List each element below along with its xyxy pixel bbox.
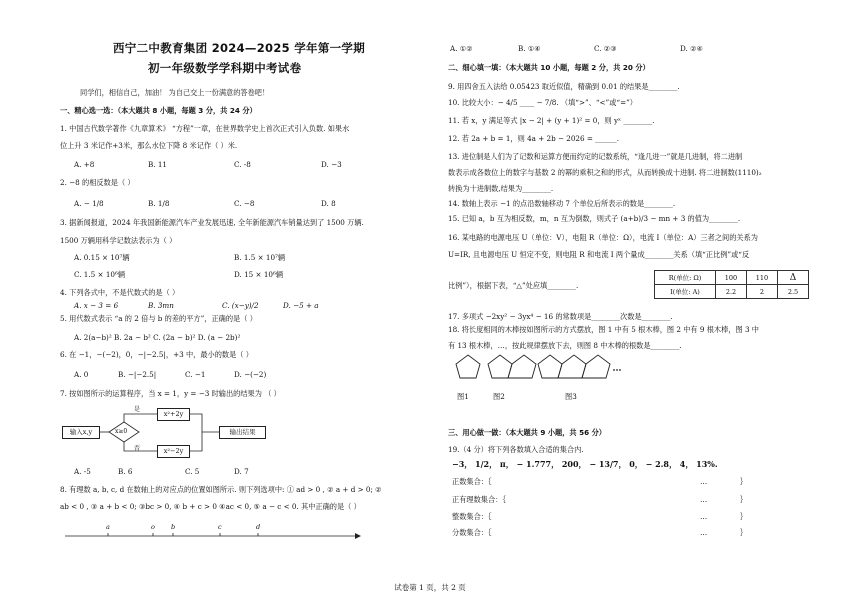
resistance-current-table (654, 270, 809, 299)
set-positive: 正数集合：｛ (452, 477, 492, 486)
set-integer-close: ｝ (740, 512, 748, 521)
set-fraction-close: ｝ (740, 528, 748, 537)
q4-option-c: C. (x−y)/2 (222, 301, 259, 310)
table-cell: 100 (716, 271, 747, 285)
q1-line2: 位上升 3 米记作+3米，那么水位下降 8 米记作（ ）米. (60, 141, 238, 150)
section1-heading: 一、精心选一选：（本大题共 8 小题，每题 3 分，共 24 分） (60, 106, 257, 115)
flow-output-box: 输出结果 (219, 426, 266, 439)
q4-option-b: B. 3mn (148, 301, 174, 310)
q3-line2: 1500 万辆用科学记数法表示为（ ） (60, 236, 177, 245)
q13-line3: 转换为十进制数,结果为________. (448, 184, 554, 193)
q7-option-c: C. 5 (185, 467, 200, 476)
axis-label-c: c (218, 523, 222, 531)
axis-label-a: a (106, 523, 110, 531)
exam-title-line2: 初一年级数学学科期中考试卷 (148, 61, 302, 75)
exam-title-line1: 西宁二中教育集团 2024—2025 学年第一学期 (113, 41, 366, 55)
q13-line1: 13. 进位制是人们为了记数和运算方便而约定的记数系统，“逢几进一”就是几进制，将二进制 (448, 152, 743, 161)
q1-line1: 1. 中国古代数学著作《九章算术》 “方程”一章，在世界数学史上首次正式引入负数. 如果水 (60, 124, 350, 133)
set-fraction-dots: … (700, 528, 708, 537)
q4-text: 4. 下列各式中，不是代数式的是（ ） (60, 288, 180, 297)
q18-line1: 18. 将长度相同的木棒按如图所示的方式摆放，图 1 中有 5 根木棒，图 2 中有 9 根木棒，图 3 中 (448, 325, 759, 334)
set-positive-dots: … (700, 477, 708, 486)
table-cell: 2.5 (778, 285, 809, 299)
q8-option-a: A. ①② (450, 44, 473, 53)
table-cell: Δ (778, 271, 809, 285)
set-integer-dots: … (700, 512, 708, 521)
q2-option-c: C. −8 (234, 199, 255, 208)
q7-text: 7. 按如图所示的运算程序，当 x = 1，y = −3 时输出的结果为 （ ） (60, 389, 281, 398)
set-fraction: 分数集合：｛ (452, 528, 492, 537)
q6-option-c: C. −1 (185, 370, 206, 379)
fig-label-2: 图2 (493, 392, 505, 401)
q18-pentagon-figures (452, 352, 622, 390)
q1-option-c: C. -8 (234, 160, 251, 169)
q6-option-a: A. 0 (74, 370, 89, 379)
greeting-text: 同学们，相信自己，加油！ 为自己交上一份满意的答卷吧！ (80, 88, 270, 97)
q8-line1: 8. 有理数 a, b, c, d 在数轴上的对应点的位置如图所示. 则下列选项中: ① ad > 0 , ② a + d > 0; ② (60, 485, 382, 494)
q8-line2: ab < 0 , ③ a + b < 0; ③bc > 0, ④ b + c > 0 ④ac < 0, ⑤ a − c < 0. 其中正确的是（ ） (60, 502, 361, 511)
q8-option-d: D. ②④ (680, 44, 703, 53)
q6-option-b: B. −|−2.5| (118, 370, 157, 379)
q19-numbers: −3， 1/2， π， − 1.777， 200， − 13/7， 0， − 2.8， 4， 13%. (452, 459, 718, 469)
q3-option-a: A. 0.15 × 10⁷辆 (74, 253, 130, 262)
flow-top-box: x²+2y (157, 408, 190, 421)
q9-text: 9. 用四舍五入法给 0.05423 取近似值，精确到 0.01 的结果是________. (448, 82, 680, 91)
q19-text: 19.（4 分）将下列各数填入合适的集合内. (448, 445, 584, 454)
table-cell: 110 (747, 271, 778, 285)
flow-yes-label: 是 (134, 406, 141, 413)
q4-option-a: A. x − 3 = 6 (74, 301, 119, 310)
q5-text: 5. 用代数式表示 “a 的 2 倍与 b 的差的平方”，正确的是（ ） (60, 314, 257, 323)
q1-option-a: A. +8 (74, 160, 95, 169)
axis-label-d: d (256, 523, 261, 531)
axis-label-b: b (171, 523, 176, 531)
q5-options: A. 2(a−b)² B. 2a − b² C. (2a − b)² D. (a − 2b)² (74, 333, 241, 342)
table-row (655, 271, 809, 285)
q15-text: 15. 已知 a，b 互为相反数，m，n 互为倒数，则式子 (a+b)/3 − mn + 3 的值为________. (448, 214, 741, 223)
flow-condition: x≥0 (115, 428, 128, 435)
section2-heading: 二、细心填一填：（本大题共 10 小题，每题 2 分，共 20 分） (448, 63, 650, 72)
q12-text: 12. 若 2a + b = 1，则 4a + 2b − 2026 = ______. (448, 134, 620, 143)
q6-text: 6. 在 −1，−(−2)，0，−|−2.5|，+3 中，最小的数是（ ） (60, 350, 253, 359)
q16-line2: U=IR, 且电源电压 U 恒定不变，则电阻 R 和电流 I 两个量成________关系（填“正比例”或“反 (448, 250, 750, 259)
q8-number-line (65, 522, 365, 544)
q1-option-b: B. 11 (148, 160, 167, 169)
q3-option-b: B. 1.5 × 10⁷辆 (234, 253, 286, 262)
q7-option-d: D. 7 (234, 467, 249, 476)
page-footer: 试卷第 1 页，共 2 页 (394, 583, 466, 592)
fig-label-3: 图3 (565, 392, 577, 401)
fig-label-1: 图1 (457, 392, 469, 401)
table-cell: 2 (747, 285, 778, 299)
q2-option-d: D. 8 (321, 199, 336, 208)
q13-line2: 数表示成各数位上的数字与基数 2 的幂的乘积之和的形式，从而转换成十进制. 将二进制数(1110)₂ (448, 168, 762, 177)
flow-input-box: 输入x,y (62, 426, 100, 439)
q3-option-c: C. 1.5 × 10⁶辆 (74, 270, 126, 279)
axis-label-o: o (151, 523, 155, 531)
q11-text: 11. 若 x，y 满足等式 |x − 2| + (y + 1)² = 0，则 yˣ ________. (448, 116, 655, 125)
q7-option-a: A. -5 (74, 467, 91, 476)
set-positive-rational: 正有理数集合：｛ (452, 495, 506, 504)
q2-text: 2. −8 的相反数是（ ） (60, 178, 135, 187)
q1-option-d: D. −3 (321, 160, 342, 169)
q10-text: 10. 比较大小：− 4/5 ____ − 7/8. （填“>”、“<”或“=”） (448, 98, 637, 107)
q4-option-d: D. −5 + a (283, 301, 319, 310)
set-positive-close: ｝ (740, 477, 748, 486)
flow-no-label: 否 (134, 445, 141, 452)
q2-option-b: B. 1/8 (148, 199, 170, 208)
q7-flowchart (62, 402, 282, 462)
q18-line2: 有 13 根木棒，…，按此规律摆放下去，则图 8 中木棒的根数是________. (448, 341, 682, 350)
q7-option-b: B. 6 (118, 467, 133, 476)
q8-option-b: B. ①④ (518, 44, 541, 53)
section3-heading: 三、用心做一做：（本大题共 9 小题，共 56 分） (448, 428, 606, 437)
q6-option-d: D. −(−2) (234, 370, 267, 379)
q16-line1: 16. 某电路的电源电压 U（单位：V），电阻 R（单位：Ω），电流 I（单位：A）三者之间的关系为 (448, 233, 758, 242)
table-row (655, 285, 809, 299)
q17-text: 17. 多项式 −2xy² − 3yx⁴ − 16 的常数项是________次数是________. (448, 312, 673, 321)
set-positive-rational-close: ｝ (740, 495, 748, 504)
table-cell: R(单位: Ω) (655, 271, 716, 285)
flow-bottom-box: x²−2y (157, 445, 190, 458)
set-positive-rational-dots: … (700, 495, 708, 504)
q14-text: 14. 数轴上表示 −1 的点沿数轴移动 7 个单位后所表示的数是________. (448, 199, 676, 208)
q16-line3: 比例”），根据下表，“△”处应填________. (448, 281, 579, 290)
table-cell: 2.2 (716, 285, 747, 299)
q2-option-a: A. − 1/8 (74, 199, 104, 208)
q3-option-d: D. 15 × 10⁶辆 (234, 270, 284, 279)
set-integer: 整数集合：｛ (452, 512, 492, 521)
q3-line1: 3. 据新闻报道，2024 年我国新能源汽车产业发展迅速, 全年新能源汽车销量达到了 1500 万辆. (60, 218, 364, 227)
table-cell: I(单位: A) (655, 285, 716, 299)
q8-option-c: C. ②③ (594, 44, 617, 53)
